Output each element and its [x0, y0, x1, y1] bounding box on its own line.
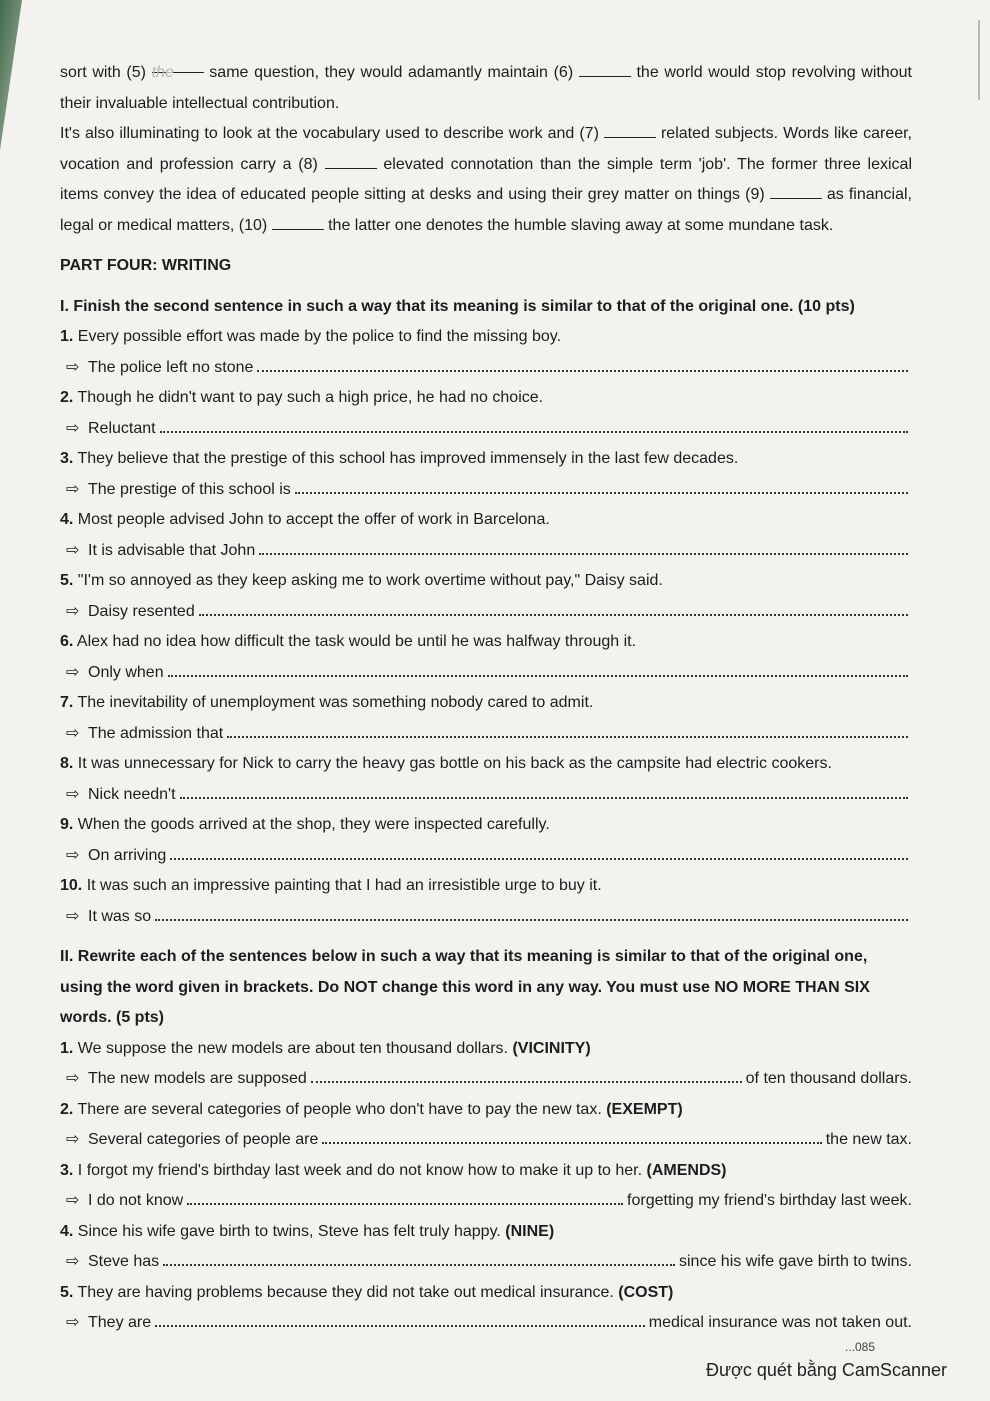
- keyword: (EXEMPT): [606, 1100, 683, 1118]
- answer-prompt: On arriving: [88, 846, 167, 864]
- answer-prompt: The police left no stone: [88, 358, 254, 376]
- answer-prompt: Daisy resented: [88, 602, 195, 620]
- question-item: [60, 810, 912, 871]
- question-item: [60, 1095, 912, 1156]
- question-number: 5.: [60, 572, 74, 589]
- question-item: [60, 1278, 912, 1339]
- keyword: (AMENDS): [646, 1161, 727, 1179]
- question-text: Though he didn't want to pay such a high price, he had no choice.: [77, 389, 544, 406]
- answer-line[interactable]: [295, 476, 908, 494]
- question-number: 8.: [60, 755, 74, 772]
- answer-line[interactable]: [257, 354, 908, 372]
- answer-ending: since his wife gave birth to twins.: [679, 1253, 912, 1270]
- question-item: [60, 627, 912, 688]
- question-text: Alex had no idea how difficult the task would be until he was halfway through it.: [76, 633, 637, 650]
- question-number: 5.: [60, 1283, 74, 1301]
- question-text: Every possible effort was made by the police to find the missing boy.: [77, 328, 562, 345]
- passage-text: as financial, legal or medical matters, (10): [60, 186, 912, 234]
- answer-ending: the new tax.: [825, 1131, 912, 1148]
- keyword: (NINE): [505, 1222, 555, 1240]
- question-text: It was unnecessary for Nick to carry the heavy gas bottle on his back as the campsite had electric cookers.: [77, 755, 832, 772]
- arrow-icon: ⇨: [66, 785, 80, 803]
- arrow-icon: ⇨: [66, 1131, 80, 1148]
- question-item: [60, 1156, 912, 1217]
- answer-line[interactable]: [227, 720, 908, 738]
- question-text: I forgot my friend's birthday last week and do not know how to make it up to her.: [77, 1161, 643, 1179]
- answer-prompt: It is advisable that John: [88, 541, 256, 559]
- arrow-icon: ⇨: [66, 1314, 80, 1331]
- blank-6[interactable]: [579, 62, 631, 77]
- question-number: 10.: [60, 877, 83, 894]
- question-number: 4.: [60, 511, 74, 528]
- answer-line[interactable]: [168, 659, 908, 677]
- question-text: "I'm so annoyed as they keep asking me to work overtime without pay," Daisy said.: [77, 572, 663, 589]
- section-1-instruction: I. Finish the second sentence in such a way that its meaning is similar to that of the original one. (10 pts): [60, 297, 855, 315]
- question-item: [60, 1034, 912, 1095]
- arrow-icon: ⇨: [66, 602, 80, 620]
- arrow-icon: ⇨: [66, 1070, 80, 1087]
- question-item: [60, 322, 912, 383]
- passage-text: It's also illuminating to look at the vocabulary used to describe work and (7): [60, 125, 599, 142]
- answer-line[interactable]: [187, 1187, 623, 1205]
- question-text: We suppose the new models are about ten thousand dollars.: [77, 1039, 508, 1057]
- answer-line[interactable]: [160, 415, 908, 433]
- section-2-items: [60, 1034, 912, 1339]
- question-number: 3.: [60, 1161, 74, 1179]
- passage-text: same question, they would adamantly maintain (6): [209, 64, 574, 81]
- blank-9[interactable]: [770, 184, 822, 199]
- answer-prompt: Reluctant: [88, 419, 156, 437]
- blank-7[interactable]: [604, 123, 656, 138]
- answer-prompt: Several categories of people are: [88, 1131, 319, 1148]
- answer-prompt: The prestige of this school is: [88, 480, 291, 498]
- question-item: [60, 383, 912, 444]
- arrow-icon: ⇨: [66, 1192, 80, 1209]
- question-number: 7.: [60, 694, 74, 711]
- worksheet-page: [60, 58, 912, 1339]
- question-text: It was such an impressive painting that I had an irresistible urge to buy it.: [86, 877, 602, 894]
- blank-8[interactable]: [325, 154, 377, 169]
- answer-line[interactable]: [163, 1248, 675, 1266]
- question-item: [60, 505, 912, 566]
- answer-line[interactable]: [311, 1065, 742, 1083]
- question-item: [60, 444, 912, 505]
- answer-prompt: I do not know: [88, 1192, 184, 1209]
- answer-line[interactable]: [259, 537, 908, 555]
- answer-line[interactable]: [155, 903, 908, 921]
- arrow-icon: ⇨: [66, 724, 80, 742]
- section-2-instruction: II. Rewrite each of the sentences below in such a way that its meaning is similar to that of the original one, using the word given in brackets. Do NOT change this word in any way. You must use NO MORE THAN SIX words. (5 pts): [60, 948, 870, 1026]
- answer-prompt: Steve has: [88, 1253, 160, 1270]
- scan-margin-mark: [978, 20, 980, 100]
- question-item: [60, 749, 912, 810]
- blank-10[interactable]: [272, 215, 324, 230]
- answer-prompt: It was so: [88, 907, 152, 925]
- question-number: 6.: [60, 633, 74, 650]
- question-text: Since his wife gave birth to twins, Steve has felt truly happy.: [77, 1222, 501, 1240]
- question-number: 4.: [60, 1222, 74, 1240]
- passage-paragraph-1: [60, 58, 912, 119]
- question-number: 2.: [60, 389, 74, 406]
- question-text: They are having problems because they did not take out medical insurance.: [77, 1283, 614, 1301]
- answer-prompt: The new models are supposed: [88, 1070, 307, 1087]
- question-text: The inevitability of unemployment was something nobody cared to admit.: [77, 694, 594, 711]
- question-text: Most people advised John to accept the offer of work in Barcelona.: [77, 511, 550, 528]
- part-four-heading: PART FOUR: WRITING: [60, 257, 232, 274]
- question-text: There are several categories of people who don't have to pay the new tax.: [77, 1100, 602, 1118]
- answer-line[interactable]: [180, 781, 908, 799]
- question-text: When the goods arrived at the shop, they were inspected carefully.: [77, 816, 550, 833]
- passage-text: the world would stop revolving without their invaluable intellectual contribution.: [60, 64, 912, 112]
- passage-text: the latter one denotes the humble slaving away at some mundane task.: [328, 216, 834, 234]
- question-item: [60, 688, 912, 749]
- arrow-icon: ⇨: [66, 846, 80, 864]
- answer-prompt: Only when: [88, 663, 164, 681]
- camscanner-watermark: Được quét bằng CamScanner: [706, 1360, 947, 1380]
- passage-text: elevated connotation than the simple term 'job'. The former three lexical items convey the idea of educated people sitting at desks and using their grey matter on things (9): [60, 155, 913, 203]
- passage-text: related subjects. Words like career, vocation and profession carry a (8): [60, 125, 913, 173]
- answer-ending: forgetting my friend's birthday last week.: [627, 1192, 912, 1209]
- handwritten-answer: the: [151, 64, 174, 81]
- question-number: 3.: [60, 450, 74, 467]
- arrow-icon: ⇨: [66, 358, 80, 376]
- keyword: (VICINITY): [512, 1039, 591, 1057]
- blank-5[interactable]: [151, 58, 204, 81]
- answer-line[interactable]: [170, 842, 908, 860]
- page-number: ...085: [845, 1340, 876, 1354]
- answer-ending: of ten thousand dollars.: [745, 1070, 912, 1087]
- arrow-icon: ⇨: [66, 480, 80, 498]
- answer-prompt: Nick needn't: [88, 785, 176, 803]
- question-number: 1.: [60, 328, 74, 345]
- answer-line[interactable]: [155, 1309, 645, 1327]
- passage-text: sort with (5): [60, 64, 146, 81]
- question-number: 9.: [60, 816, 74, 833]
- question-item: [60, 566, 912, 627]
- arrow-icon: ⇨: [66, 663, 80, 681]
- arrow-icon: ⇨: [66, 541, 80, 559]
- keyword: (COST): [618, 1283, 674, 1301]
- question-number: 1.: [60, 1039, 74, 1057]
- answer-line[interactable]: [322, 1126, 821, 1144]
- answer-line[interactable]: [199, 598, 908, 616]
- answer-prompt: The admission that: [88, 724, 224, 742]
- answer-ending: medical insurance was not taken out.: [648, 1314, 912, 1331]
- page-edge-shadow: [0, 0, 22, 150]
- arrow-icon: ⇨: [66, 907, 80, 925]
- question-text: They believe that the prestige of this school has improved immensely in the last few decades.: [77, 450, 739, 467]
- passage-paragraph-2: [60, 119, 912, 241]
- section-1-items: [60, 322, 912, 932]
- question-item: [60, 1217, 912, 1278]
- arrow-icon: ⇨: [66, 1253, 80, 1270]
- question-item: [60, 871, 912, 932]
- question-number: 2.: [60, 1100, 74, 1118]
- answer-prompt: They are: [88, 1314, 152, 1331]
- arrow-icon: ⇨: [66, 419, 80, 437]
